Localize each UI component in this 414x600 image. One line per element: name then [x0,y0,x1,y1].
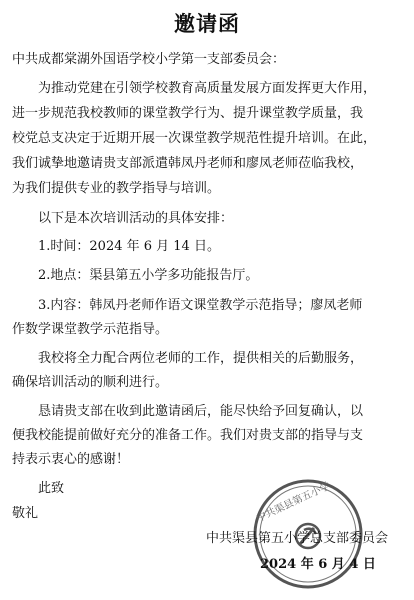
date: 2024 年 6 月 4 日 [260,557,376,572]
item-content-line-1: 3.内容：韩凤丹老师作语文课堂教学示范指导；廖凤老师 [38,298,363,313]
salutation: 中共成都棠湖外国语学校小学第一支部委员会： [12,52,286,67]
para3-line-3: 持表示衷心的感谢！ [12,452,130,467]
svg-text:中共渠县第五小学: 中共渠县第五小学 [254,480,332,525]
arrangement-intro: 以下是本次培训活动的具体安排： [38,211,234,226]
closing-cizhi: 此致 [38,481,65,496]
para1-line-3: 校党总支决定于近期开展一次课堂教学规范性提升培训。在此， [12,131,377,146]
item-content-line-2: 作数学课堂教学示范指导。 [12,322,169,337]
para2-line-1: 我校将全力配合两位老师的工作，提供相关的后勤服务， [38,351,364,366]
para1-line-5: 为我们提供专业的教学指导与培训。 [12,181,221,196]
signature: 中共渠县第五小学总支部委员会 [206,531,389,546]
letter-title: 邀请函 [174,11,240,36]
para3-line-1: 恳请贵支部在收到此邀请函后，能尽快给予回复确认，以 [38,404,364,419]
closing-jingli: 敬礼 [12,506,39,521]
item-time: 1.时间：2024 年 6 月 14 日。 [38,239,220,254]
item-location: 2.地点：渠县第五小学多功能报告厅。 [38,268,259,283]
para1-line-4: 我们诚挚地邀请贵支部派遣韩凤丹老师和廖凤老师莅临我校， [12,156,364,171]
para2-line-2: 确保培训活动的顺利进行。 [12,375,169,390]
para1-line-2: 进一步规范我校教师的课堂教学行为、提升课堂教学质量，我 [12,106,364,121]
para3-line-2: 便我校能提前做好充分的准备工作。我们对贵支部的指导与支 [12,428,364,443]
para1-line-1: 为推动党建在引领学校教育高质量发展方面发挥更大作用， [38,81,377,96]
